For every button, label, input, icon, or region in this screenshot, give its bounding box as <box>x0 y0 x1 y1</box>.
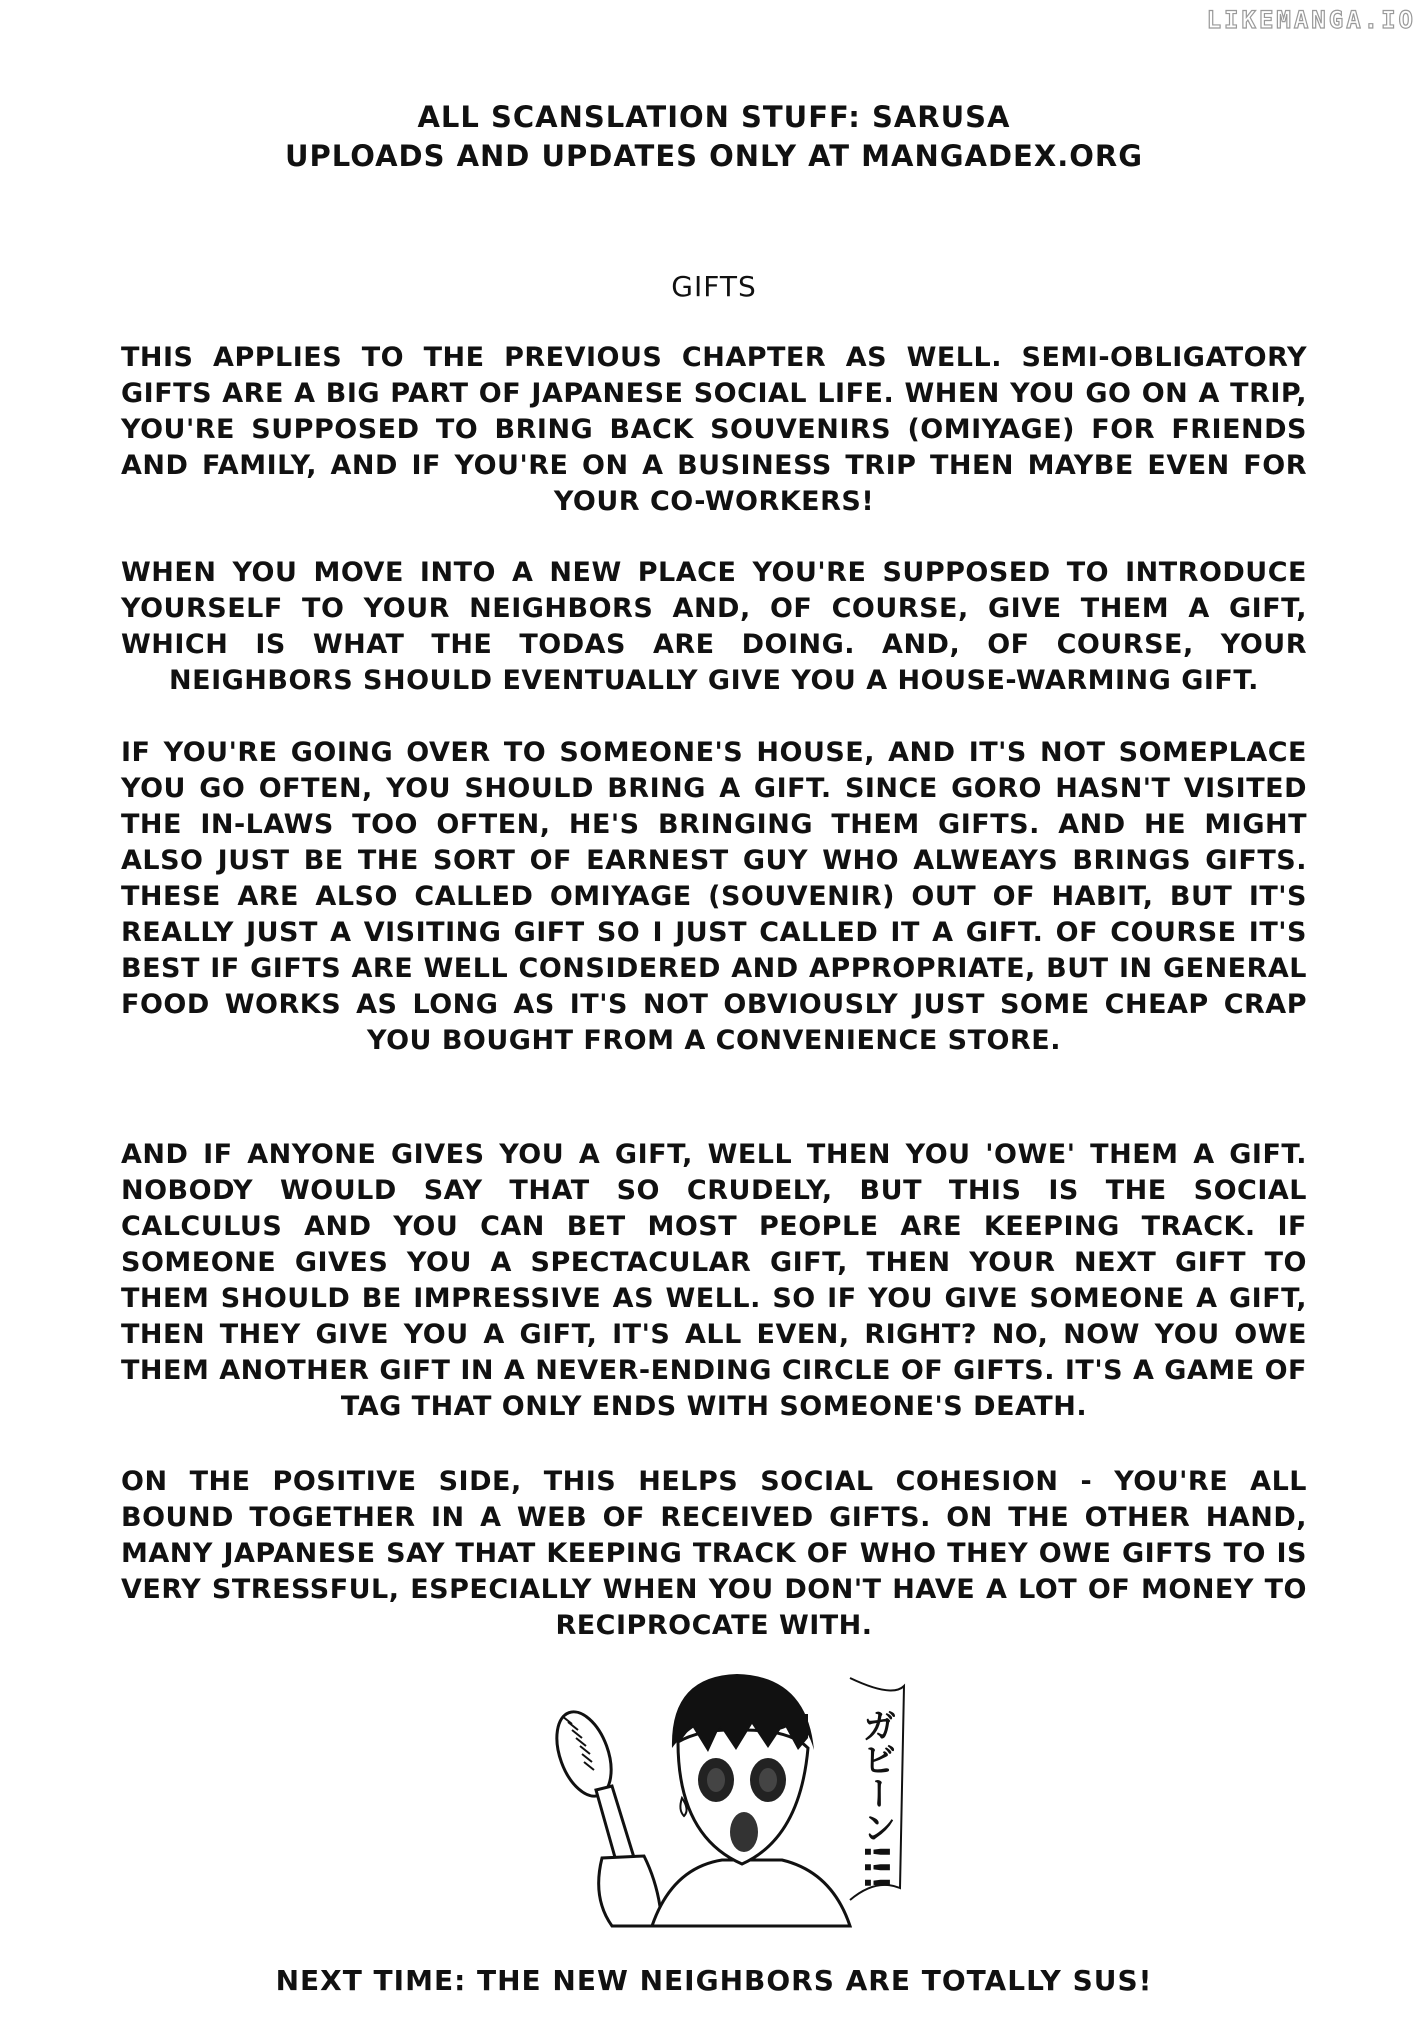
paragraph-positive-side: ON THE POSITIVE SIDE, THIS HELPS SOCIAL COHESION - YOU'RE ALL BOUND TOGETHER IN A WEB OF RECEIVED GIFTS. ON THE OTHER HAND, MANY JAPANESE SAY THAT KEEPING TRACK OF WHO THEY OWE GIFTS TO IS VERY STRESSFUL, ESPECIALLY WHEN YOU DON'T HAVE A LOT OF MONEY TO RECIPROCATE WITH. <box>121 1466 1307 1641</box>
section-heading: GIFTS <box>671 270 757 303</box>
hairbrush-icon <box>546 1704 636 1868</box>
paragraph-visiting: IF YOU'RE GOING OVER TO SOMEONE'S HOUSE, AND IT'S NOT SOMEPLACE YOU GO OFTEN, YOU SHOULD BRING A GIFT. SINCE GORO HASN'T VISITED THE IN-LAWS TOO OFTEN, HE'S BRINGING THEM GIFTS. AND HE MIGHT ALSO JUST BE THE SORT OF EARNEST GUY WHO ALWEAYS BRINGS GIFTS. THESE ARE ALSO CALLED OMIYAGE (SOUVENIR) OUT OF HABIT, BUT IT'S REALLY JUST A VISITING GIFT SO I JUST CALLED IT A GIFT. OF COURSE IT'S BEST IF GIFTS ARE WELL CONSIDERED AND APPROPRIATE, BUT IN GENERAL FOOD WORKS AS LONG AS IT'S NOT OBVIOUSLY JUST SOME CHEAP CRAP YOU BOUGHT FROM A CONVENIENCE STORE. <box>121 737 1307 1056</box>
paragraph-souvenirs: THIS APPLIES TO THE PREVIOUS CHAPTER AS WELL. SEMI-OBLIGATORY GIFTS ARE A BIG PART OF JAPANESE SOCIAL LIFE. WHEN YOU GO ON A TRIP, YOU'RE SUPPOSED TO BRING BACK SOUVENIRS (OMIYAGE) FOR FRIENDS AND FAMILY, AND IF YOU'RE ON A BUSINESS TRIP THEN MAYBE EVEN FOR YOUR CO-WORKERS! <box>121 342 1307 517</box>
next-time-teaser: NEXT TIME: THE NEW NEIGHBORS ARE TOTALLY SUS! <box>275 1964 1153 1997</box>
credits-line-1: ALL SCANSLATION STUFF: SARUSA <box>417 100 1011 134</box>
credits-line-2: UPLOADS AND UPDATES ONLY AT MANGADEX.ORG <box>284 139 1144 173</box>
paragraph-new-place: WHEN YOU MOVE INTO A NEW PLACE YOU'RE SUPPOSED TO INTRODUCE YOURSELF TO YOUR NEIGHBORS AND, OF COURSE, GIVE THEM A GIFT, WHICH IS WHAT THE TODAS ARE DOING. AND, OF COURSE, YOUR NEIGHBORS SHOULD EVENTUALLY GIVE YOU A HOUSE-WARMING GIFT. <box>121 557 1307 696</box>
sfx-text: ガビーン!!! <box>856 1708 896 1891</box>
scanlation-credits <box>0 98 1428 176</box>
site-watermark: LIKEMANGA.IO <box>1206 6 1416 34</box>
paragraph-owe-gift: AND IF ANYONE GIVES YOU A GIFT, WELL THEN YOU 'OWE' THEM A GIFT. NOBODY WOULD SAY THAT SO CRUDELY, BUT THIS IS THE SOCIAL CALCULUS AND YOU CAN BET MOST PEOPLE ARE KEEPING TRACK. IF SOMEONE GIVES YOU A SPECTACULAR GIFT, THEN YOUR NEXT GIFT TO THEM SHOULD BE IMPRESSIVE AS WELL. SO IF YOU GIVE SOMEONE A GIFT, THEN THEY GIVE YOU A GIFT, IT'S ALL EVEN, RIGHT? NO, NOW YOU OWE THEM ANOTHER GIFT IN A NEVER-ENDING CIRCLE OF GIFTS. IT'S A GAME OF TAG THAT ONLY ENDS WITH SOMEONE'S DEATH. <box>121 1139 1307 1422</box>
shocked-man-illustration <box>532 1668 912 1928</box>
